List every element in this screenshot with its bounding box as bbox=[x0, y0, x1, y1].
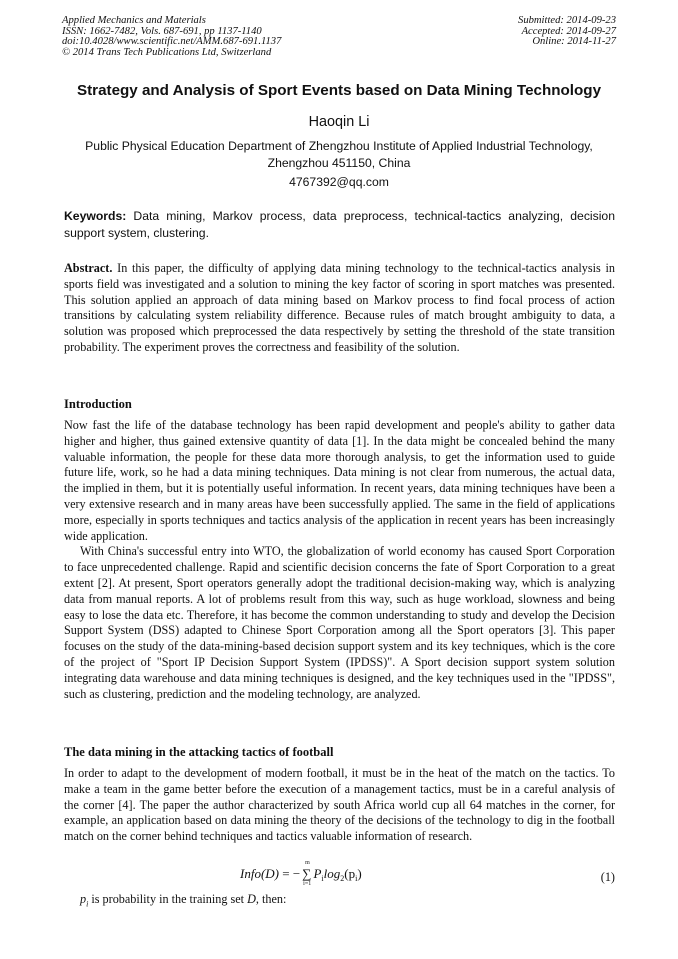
introduction-body bbox=[64, 418, 615, 702]
equation-1 bbox=[64, 860, 615, 890]
equation-explanation bbox=[80, 892, 286, 908]
equation-number: (1) bbox=[600, 870, 615, 884]
keywords-text: Data mining, Markov process, data preprocess, technical-tactics analyzing, decision support system, clustering. bbox=[64, 209, 615, 240]
author-name: Haoqin Li bbox=[308, 114, 370, 130]
var-d: D bbox=[247, 892, 256, 906]
data-mining-body bbox=[64, 766, 615, 845]
var-p-sub: i bbox=[86, 899, 89, 909]
abstract bbox=[64, 261, 615, 356]
explanation-text-a: is probability in the training set bbox=[88, 892, 248, 906]
submitted-date: Submitted: 2014-09-23 bbox=[518, 15, 616, 26]
sum-lower: i=1 bbox=[303, 881, 312, 887]
sum-symbol bbox=[302, 860, 312, 887]
online-date: Online: 2014-11-27 bbox=[532, 36, 616, 48]
section-heading-introduction: Introduction bbox=[64, 397, 132, 411]
author-affiliation: Public Physical Education Department of Zhengzhou Institute of Applied Industrial Technology, Zhengzhou 451150, China bbox=[85, 139, 593, 170]
paragraph: Now fast the life of the database technology has been rapid development and people's ability to gather data higher and higher, thus gained extensive quantity of data [1]. In the data might be concealed behind the many valuable information, the people for these data more thorough analysis, to get the information used to guide future life, work, so he had a data mining techniques. Data mining is not clear from numerous, the actual data, the implied in them, but it is potentially useful information. In recent years, data mining techniques have been a very extensive research and in many areas have been successfully applied. The same in the field of applications more, especially in sports techniques and tactics analysis of the application in recent years has been increasingly wide application. bbox=[64, 418, 615, 543]
abstract-text: In this paper, the difficulty of applying data mining technology to the technical-tactics analysis in sports field was investigated and a solution to mining the key factor of scoring in sport matches was presented. This solution applied an approach of data mining based on Markov process to find focal process of action transitions by calculating system reliability difference. Because rules of match brought ambiguity to data, a solution was proposed which preprocessed the data respectively by setting the threshold of the state transition probability. The experiment proves the correctness and feasibility of the solution. bbox=[64, 261, 615, 354]
var-p: p bbox=[80, 892, 87, 906]
sum-sign: ∑ bbox=[302, 866, 312, 881]
journal-name: Applied Mechanics and Materials bbox=[62, 15, 206, 26]
eq-lhs: Info(D) bbox=[240, 866, 279, 881]
eq-log: log bbox=[323, 866, 341, 881]
paper-title: Strategy and Analysis of Sport Events based on Data Mining Technology bbox=[76, 82, 602, 99]
journal-info bbox=[62, 16, 281, 58]
keywords bbox=[64, 208, 615, 241]
explanation-text-b: , then: bbox=[255, 892, 287, 906]
sum-upper: m bbox=[305, 860, 310, 866]
section-heading-data-mining: The data mining in the attacking tactics of football bbox=[64, 745, 334, 759]
eq-arg: (p bbox=[344, 866, 356, 881]
eq-log-base: 2 bbox=[340, 874, 345, 883]
paragraph: With China's successful entry into WTO, the globalization of world economy has caused Sport Corporation to face unprecedented challenge. Rapid and scientific decision concerns the fate of Sport Corporation to a great extent [2]. At present, Sport operators generally adopt the traditional decision-making way, which is analyzing data from manual reports. A lot of problems result from this way, such as huge workload, slowness and being easy to lose the data etc. Therefore, it has become the common understanding to study and develop the Decision Support System (DSS) adapted to Chinese Sport Corporation among all the Sport operators [3]. This paper focuses on the study of the data-mining-based decision support system and its key techniques, which is the core of the project of "Sport IP Decision Support System (IPDSS)". A Sport decision support system solution integrating data warehouse and data mining techniques is designed, and the key techniques used in the "IPDSS", such as clustering, prediction and the modeling technology, are analyzed. bbox=[64, 544, 615, 701]
issn-line: ISSN: 1662-7482, Vols. 687-691, pp 1137-1140 bbox=[62, 25, 262, 37]
eq-arg-close: ) bbox=[357, 866, 362, 881]
equation-formula bbox=[240, 860, 362, 887]
keywords-label: Keywords: bbox=[64, 209, 127, 223]
accepted-date: Accepted: 2014-09-27 bbox=[521, 25, 616, 37]
paragraph: In order to adapt to the development of modern football, it must be in the heat of the match on the tactics. To make a team in the game better before the execution of a management tactics, must be in a careful analysis of the corner [4]. The paper the author characterized by south Africa world cup all 64 matches in the corner, for example, an application based on data mining the theory of the decisions of the technology to dig in the football match on the corner behind techniques and tactics valuable information of research. bbox=[64, 766, 615, 844]
copyright-line: © 2014 Trans Tech Publications Ltd, Switzerland bbox=[62, 46, 272, 58]
doi-line[interactable]: doi:10.4028/www.scientific.net/AMM.687-691.1137 bbox=[62, 36, 282, 48]
eq-term-sub: i bbox=[321, 874, 324, 883]
abstract-label: Abstract. bbox=[64, 261, 113, 275]
eq-equals: = − bbox=[279, 866, 301, 881]
publication-dates bbox=[518, 16, 616, 48]
eq-term: P bbox=[313, 866, 322, 881]
eq-arg-sub: i bbox=[355, 874, 358, 883]
author-email[interactable]: 4767392@qq.com bbox=[289, 175, 389, 189]
